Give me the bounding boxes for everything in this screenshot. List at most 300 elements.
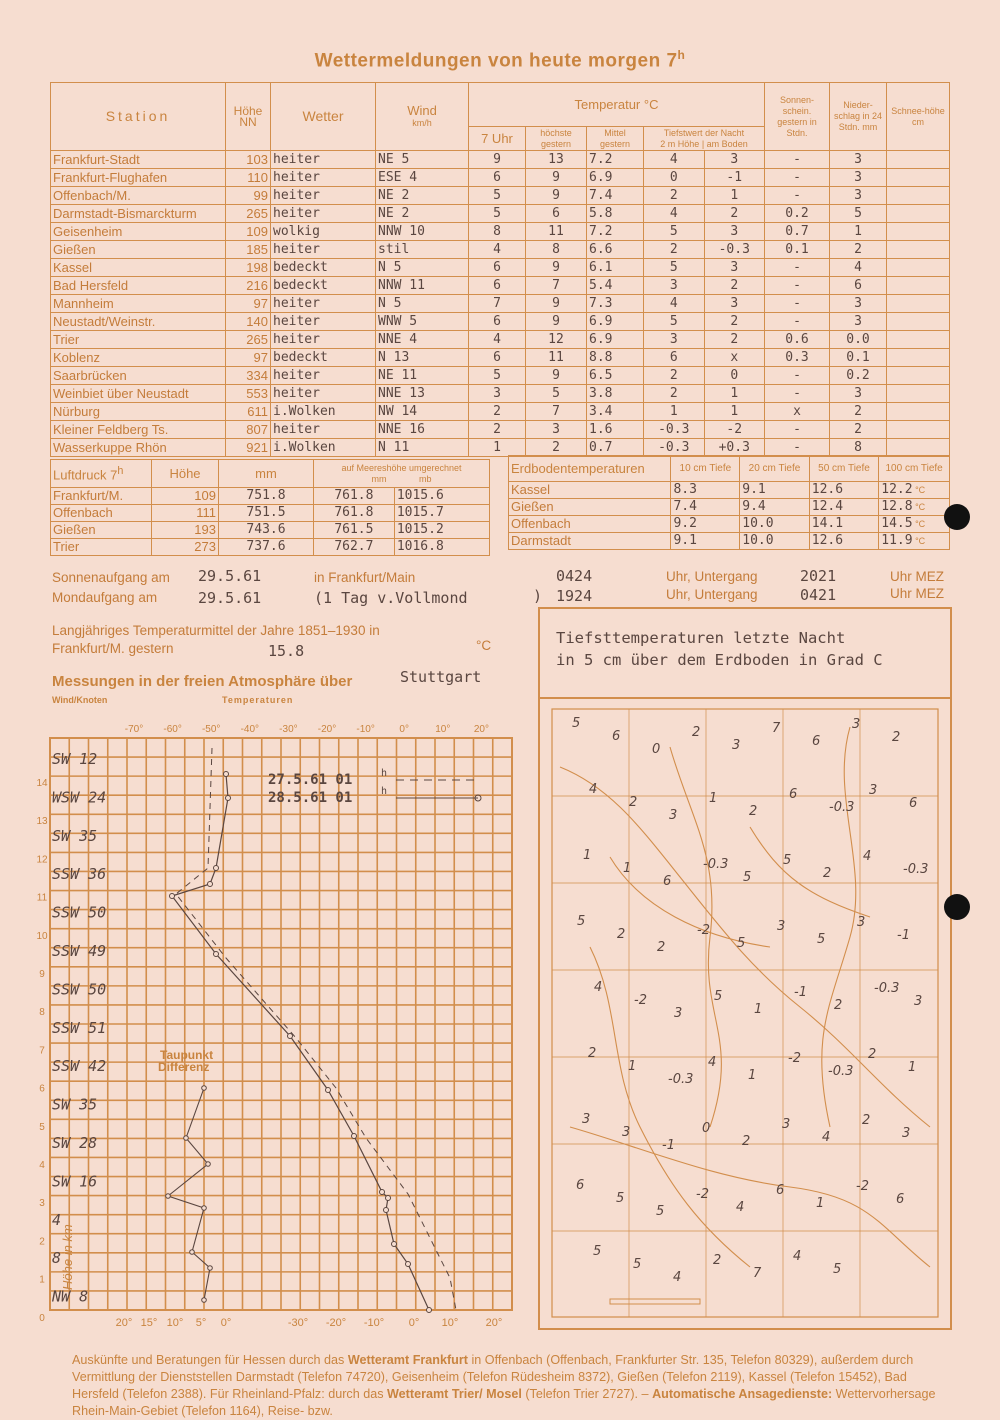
map-temp-value: -1 [662, 1138, 675, 1153]
temp-mean: 5.8 [587, 205, 644, 223]
pressure-col-meer: auf Meereshöhe umgerechnet mm mb [314, 460, 490, 488]
snow-cell [887, 331, 950, 349]
pressure-station: Offenbach [51, 505, 152, 522]
col-sonne: Sonnen-schein. gestern in Stdn. [765, 83, 830, 151]
temperature-point [214, 952, 219, 957]
sunshine-cell: - [765, 313, 830, 331]
temperature-point [352, 1134, 357, 1139]
map-title [556, 627, 883, 671]
soil-20cm: 9.4 [740, 499, 810, 516]
dewpoint-point [190, 1250, 195, 1255]
temp-max: 11 [526, 223, 587, 241]
map-title-line1: Tiefsttemperaturen letzte Nacht [556, 629, 846, 647]
soil-temp-table [508, 455, 950, 550]
weather-cell: heiter [271, 151, 376, 169]
map-temp-value: 5 [633, 1257, 642, 1272]
map-temp-value: 2 [629, 795, 638, 810]
dewpoint-point [208, 1266, 213, 1271]
moonrise-label: Mondaufgang am [52, 590, 158, 605]
snow-cell [887, 313, 950, 331]
map-temp-value: 5 [743, 870, 752, 885]
station-height: 265 [226, 205, 271, 223]
map-temp-value: 1 [908, 1060, 917, 1075]
temp-min-2m: 4 [644, 295, 705, 313]
bottom-tick: 20° [115, 1317, 133, 1329]
bottom-tick: 5° [195, 1317, 207, 1329]
temp-min-2m: 5 [644, 223, 705, 241]
bottom-tick: 0° [220, 1317, 232, 1329]
station-name: Kleiner Feldberg Ts. [51, 421, 226, 439]
station-name: Gießen [51, 241, 226, 259]
pressure-table [50, 459, 490, 556]
wind-label: SW 35 [52, 826, 98, 845]
table-row [51, 313, 950, 331]
map-temp-value: 2 [617, 927, 626, 942]
map-temp-value: 3 [777, 919, 786, 934]
snow-cell [887, 223, 950, 241]
soil-col-50: 50 cm Tiefe [809, 456, 879, 482]
col-temperatur: Temperatur °C [469, 83, 765, 127]
map-temp-value: 4 [673, 1270, 682, 1285]
map-temp-value: 2 [823, 866, 832, 881]
sunshine-cell: - [765, 421, 830, 439]
wind-label: SSW 50 [52, 980, 107, 999]
map-temp-value: 1 [709, 791, 718, 806]
map-temp-value: 2 [749, 804, 758, 819]
temp-7h: 5 [469, 367, 526, 385]
wind-label: SSW 36 [52, 865, 107, 884]
sunshine-cell: 0.7 [765, 223, 830, 241]
top-tick: -40° [240, 724, 260, 735]
wind-label: SW 16 [52, 1172, 98, 1191]
map-temp-value: 6 [576, 1178, 585, 1193]
table-row [51, 223, 950, 241]
col-station: Station [51, 83, 226, 151]
sunshine-cell: - [765, 367, 830, 385]
temp-max: 7 [526, 403, 587, 421]
col-tiefst: Tiefstwert der Nacht 2 m Höhe | am Boden [644, 127, 765, 151]
temperature-point [326, 1088, 331, 1093]
station-height: 611 [226, 403, 271, 421]
taupunkt-label: Taupunkt [160, 1048, 214, 1062]
altitude-tick: 0 [39, 1312, 45, 1324]
moonrise-date: 29.5.61 [198, 589, 262, 607]
map-temp-value: 2 [692, 725, 701, 740]
table-row [51, 421, 950, 439]
map-temp-value: 5 [656, 1204, 665, 1219]
temp-max: 12 [526, 331, 587, 349]
table-row [51, 488, 490, 505]
bottom-tick: 10° [166, 1317, 184, 1329]
temp-min-2m: 2 [644, 367, 705, 385]
map-temp-value: 3 [914, 994, 923, 1009]
map-temp-value: 5 [593, 1244, 602, 1259]
map-temp-value: 3 [669, 808, 678, 823]
altitude-tick: 11 [36, 892, 48, 904]
moon-paren: ) [533, 587, 543, 605]
map-temp-value: 3 [857, 915, 866, 930]
map-temp-value: -2 [788, 1051, 801, 1066]
sunshine-cell: 0.2 [765, 205, 830, 223]
moonset-time: 0421 [800, 586, 837, 604]
station-height: 334 [226, 367, 271, 385]
map-temp-value: 5 [714, 989, 723, 1004]
temp-mean: 6.5 [587, 367, 644, 385]
map-temp-value: 6 [612, 729, 621, 744]
wind-cell: ESE 4 [376, 169, 469, 187]
temp-max: 9 [526, 295, 587, 313]
precip-cell: 0.2 [830, 367, 887, 385]
temp-min-ground: 1 [704, 385, 765, 403]
altitude-tick: 13 [36, 816, 48, 828]
map-temp-value: 2 [834, 998, 843, 1013]
temp-min-2m: 4 [644, 205, 705, 223]
map-frame [552, 709, 938, 1317]
soil-station: Darmstadt [509, 533, 671, 550]
altitude-tick: 12 [36, 854, 48, 866]
wind-label: 8 [52, 1249, 62, 1268]
map-temp-value: 5 [572, 716, 581, 731]
temp-7h: 6 [469, 259, 526, 277]
station-height: 553 [226, 385, 271, 403]
col-nieder: Nieder-schlag in 24 Stdn. mm [830, 83, 887, 151]
temperature-point [386, 1196, 391, 1201]
map-temp-value: 1 [754, 1002, 763, 1017]
dewpoint-point [202, 1206, 207, 1211]
map-temp-value: 1 [583, 848, 592, 863]
map-temp-value: -0.3 [828, 1064, 854, 1079]
table-row [51, 385, 950, 403]
station-height: 140 [226, 313, 271, 331]
wind-cell: NW 14 [376, 403, 469, 421]
bottom-tick: -10° [363, 1317, 385, 1329]
station-name: Saarbrücken [51, 367, 226, 385]
wind-cell: NE 2 [376, 187, 469, 205]
temp-7h: 4 [469, 241, 526, 259]
punch-hole-upper [944, 504, 970, 530]
station-name: Bad Hersfeld [51, 277, 226, 295]
snow-cell [887, 367, 950, 385]
map-temp-value: 7 [772, 721, 781, 736]
table-row [51, 403, 950, 421]
snow-cell [887, 403, 950, 421]
temp-max: 9 [526, 367, 587, 385]
map-temp-value: 6 [812, 734, 821, 749]
wind-label: SSW 42 [52, 1057, 107, 1076]
dewpoint-point [202, 1298, 207, 1303]
wind-cell: N 5 [376, 259, 469, 277]
wind-cell: NE 11 [376, 367, 469, 385]
station-height: 109 [226, 223, 271, 241]
temp-min-ground: -2 [704, 421, 765, 439]
sunshine-cell: - [765, 187, 830, 205]
col-wetter: Wetter [271, 83, 376, 151]
table-row [51, 169, 950, 187]
table-row [51, 295, 950, 313]
map-scale-bar [610, 1299, 700, 1304]
pressure-station: Frankfurt/M. [51, 488, 152, 505]
temp-min-2m: -0.3 [644, 439, 705, 457]
soil-10cm: 8.3 [671, 482, 740, 499]
sunshine-cell: 0.3 [765, 349, 830, 367]
pressure-sea-mb: 1015.6 [394, 488, 489, 505]
moonrise-time: 1924 [556, 587, 593, 605]
bottom-tick: 20° [485, 1317, 503, 1329]
snow-cell [887, 277, 950, 295]
altitude-tick: 2 [39, 1236, 45, 1248]
col-hoehe: Höhe NN [226, 83, 271, 151]
map-temp-value: 3 [902, 1126, 911, 1141]
wind-cell: NNE 13 [376, 385, 469, 403]
weather-cell: heiter [271, 295, 376, 313]
temp-max: 9 [526, 313, 587, 331]
pressure-sea-mm: 761.8 [314, 505, 395, 522]
temperature-point [406, 1262, 411, 1267]
sunset-time: 2021 [800, 567, 837, 585]
bottom-tick: 0° [408, 1317, 420, 1329]
precip-cell: 3 [830, 385, 887, 403]
temp-min-2m: 2 [644, 241, 705, 259]
pressure-station: Trier [51, 539, 152, 556]
wind-cell: NNW 11 [376, 277, 469, 295]
weather-cell: i.Wolken [271, 403, 376, 421]
pressure-mm: 751.8 [219, 488, 314, 505]
sunrise-label: Sonnenaufgang am [52, 570, 170, 585]
map-temp-value: 4 [589, 782, 598, 797]
temp-7h: 6 [469, 313, 526, 331]
station-name: Mannheim [51, 295, 226, 313]
bottom-tick: 15° [140, 1317, 158, 1329]
wind-label: SW 35 [52, 1095, 98, 1114]
temp-min-ground: 3 [704, 151, 765, 169]
temp-7h: 5 [469, 187, 526, 205]
map-temp-value: 5 [737, 936, 746, 951]
map-temp-value: 4 [736, 1200, 745, 1215]
map-title-line2: in 5 cm über dem Erdboden in Grad C [556, 651, 883, 669]
station-name: Offenbach/M. [51, 187, 226, 205]
temp-min-ground: +0.3 [704, 439, 765, 457]
temp-min-ground: 3 [704, 223, 765, 241]
station-height: 921 [226, 439, 271, 457]
longterm-value: 15.8 [268, 642, 305, 660]
soil-10cm: 7.4 [671, 499, 740, 516]
wind-cell: N 13 [376, 349, 469, 367]
top-tick: -70° [124, 724, 144, 735]
map-temp-value: 6 [776, 1183, 785, 1198]
pressure-mm: 737.6 [219, 539, 314, 556]
station-height: 807 [226, 421, 271, 439]
temperature-point [226, 796, 231, 801]
station-name: Koblenz [51, 349, 226, 367]
soil-100cm: 12.2 °C [879, 482, 950, 499]
map-temp-value: -2 [696, 1187, 709, 1202]
map-temp-value: 3 [582, 1112, 591, 1127]
map-temp-value: 0 [652, 742, 661, 757]
mez-label-2: Uhr MEZ [890, 586, 944, 601]
top-tick: -10° [356, 724, 375, 735]
precip-cell: 0.0 [830, 331, 887, 349]
snow-cell [887, 349, 950, 367]
longterm-unit: °C [476, 638, 492, 653]
temp-mean: 5.4 [587, 277, 644, 295]
map-panel [538, 607, 952, 1330]
table-row [51, 505, 490, 522]
map-temp-value: 5 [783, 853, 792, 868]
table-row [51, 205, 950, 223]
sunshine-cell: - [765, 385, 830, 403]
precip-cell: 8 [830, 439, 887, 457]
top-tick: 20° [473, 724, 489, 735]
sunshine-cell: - [765, 169, 830, 187]
snow-cell [887, 241, 950, 259]
wind-label: SW 12 [52, 750, 98, 768]
wind-label: SSW 51 [52, 1018, 107, 1037]
sunrise-time: 0424 [556, 567, 593, 585]
weather-reports-table [50, 82, 950, 457]
wind-cell: NNE 16 [376, 421, 469, 439]
altitude-tick: 10 [36, 930, 48, 942]
weather-cell: heiter [271, 205, 376, 223]
temp-min-ground: 2 [704, 331, 765, 349]
map-temp-value: 6 [789, 787, 798, 802]
soil-10cm: 9.2 [671, 516, 740, 533]
map-temp-value: -1 [897, 928, 910, 943]
temp-7h: 6 [469, 349, 526, 367]
unit-label: °C [912, 502, 926, 512]
longterm-line2: Frankfurt/M. gestern [52, 641, 174, 656]
temp-max: 9 [526, 187, 587, 205]
table-row [51, 151, 950, 169]
map-temp-value: -0.3 [703, 857, 729, 872]
atmos-title: Messungen in der freien Atmosphäre über [52, 673, 353, 690]
snow-cell [887, 187, 950, 205]
map-temp-value: -0.3 [874, 981, 900, 996]
soil-col-20: 20 cm Tiefe [740, 456, 810, 482]
pressure-sea-mb: 1016.8 [394, 539, 489, 556]
moon-note: (1 Tag v.Vollmond [314, 589, 468, 607]
temperature-point [170, 894, 175, 899]
weather-cell: wolkig [271, 223, 376, 241]
pressure-height: 109 [152, 488, 219, 505]
snow-cell [887, 421, 950, 439]
sunshine-cell: - [765, 439, 830, 457]
map-temp-value: 3 [869, 783, 878, 798]
altitude-tick: 6 [39, 1083, 45, 1095]
station-name: Trier [51, 331, 226, 349]
soil-station: Gießen [509, 499, 671, 516]
temp-min-ground: 2 [704, 277, 765, 295]
weather-cell: bedeckt [271, 259, 376, 277]
pressure-title: Luftdruck 7$^h$ [51, 460, 152, 488]
sunrise-date: 29.5.61 [198, 567, 262, 585]
temperature-curve-27 [176, 748, 456, 1310]
longterm-line1: Langjähriges Temperaturmittel der Jahre 1851–1930 in [52, 623, 380, 638]
top-tick: 0° [399, 724, 409, 735]
map-temp-value: 6 [909, 796, 918, 811]
station-name: Frankfurt-Stadt [51, 151, 226, 169]
station-name: Darmstadt-Bismarckturm [51, 205, 226, 223]
temp-min-ground: 3 [704, 295, 765, 313]
soil-station: Kassel [509, 482, 671, 499]
bottom-tick: -30° [287, 1317, 309, 1329]
temp-mean: 3.4 [587, 403, 644, 421]
precip-cell: 3 [830, 313, 887, 331]
mez-label-1: Uhr MEZ [890, 569, 944, 584]
map-temp-value: 6 [896, 1192, 905, 1207]
temp-7h: 3 [469, 385, 526, 403]
pressure-station: Gießen [51, 522, 152, 539]
soil-50cm: 12.4 [809, 499, 879, 516]
top-tick: -20° [317, 724, 337, 735]
pressure-mm: 751.5 [219, 505, 314, 522]
wind-label: SSW 49 [52, 942, 107, 960]
soil-title: Erdbodentemperaturen [509, 456, 671, 482]
temp-7h: 5 [469, 205, 526, 223]
sunshine-cell: - [765, 295, 830, 313]
map-temp-value: 4 [594, 980, 603, 995]
bottom-tick: -20° [325, 1317, 347, 1329]
map-river [750, 827, 870, 917]
map-temp-value: 4 [822, 1130, 831, 1145]
wind-label: SW 28 [52, 1134, 98, 1152]
temp-min-2m: 0 [644, 169, 705, 187]
atmosphere-diagram [36, 718, 516, 1338]
precip-cell: 1 [830, 223, 887, 241]
temp-max: 5 [526, 385, 587, 403]
temp-7h: 2 [469, 421, 526, 439]
temp-mean: 3.8 [587, 385, 644, 403]
altitude-tick: 1 [39, 1274, 45, 1286]
map-temp-value: 3 [732, 738, 741, 753]
wind-cell: NNE 4 [376, 331, 469, 349]
top-tick: -50° [201, 724, 221, 735]
atmos-wind-label: Wind/Knoten [52, 695, 108, 705]
temp-min-ground: 2 [704, 205, 765, 223]
wind-cell: NE 5 [376, 151, 469, 169]
station-height: 97 [226, 349, 271, 367]
legend-date-1: 27.5.61 01 [268, 772, 353, 788]
wind-cell: stil [376, 241, 469, 259]
top-tick: -60° [163, 724, 182, 735]
precip-cell: 4 [830, 259, 887, 277]
station-name: Kassel [51, 259, 226, 277]
temp-min-ground: 1 [704, 403, 765, 421]
height-axis-label: Höhe in km [60, 1224, 75, 1290]
weather-cell: heiter [271, 367, 376, 385]
temp-mean: 6.9 [587, 313, 644, 331]
temp-max: 8 [526, 241, 587, 259]
temp-7h: 4 [469, 331, 526, 349]
footer-text: Auskünfte und Beratungen für Hessen durch das Wetteramt Frankfurt in Offenbach (Offenbach, Frankfurter Str. 135, Telefon 80329), außerdem durch Vermittlung der Dienststellen Darmstadt (Telefon 74720), Geisenheim (Telefon Rüdesheim 8372), Gießen (Telefon 2119), Kassel (Telefon 15452), Bad Hersfeld (Telefon 2388). Für Rheinland-Pfalz: durch das Wetteramt Trier/ Mosel (Telefon Trier 2727). – Automatische Ansagedienste: Wettervorhersage Rhein-Main-Gebiet (Telefon 1164), Reise- bzw. [72, 1353, 936, 1418]
wind-cell: N 5 [376, 295, 469, 313]
table-row [51, 259, 950, 277]
map-temp-value: 0 [702, 1121, 711, 1136]
temp-min-ground: 1 [704, 187, 765, 205]
weather-cell: heiter [271, 313, 376, 331]
pressure-sea-mb: 1015.7 [394, 505, 489, 522]
temp-mean: 7.2 [587, 151, 644, 169]
table-row [509, 533, 950, 550]
temp-min-2m: 5 [644, 313, 705, 331]
temp-mean: 8.8 [587, 349, 644, 367]
temp-7h: 9 [469, 151, 526, 169]
map-temp-value: 3 [782, 1117, 791, 1132]
station-height: 265 [226, 331, 271, 349]
pressure-col-hoehe: Höhe [152, 460, 219, 488]
station-height: 185 [226, 241, 271, 259]
temp-min-ground: -0.3 [704, 241, 765, 259]
table-row [509, 482, 950, 499]
